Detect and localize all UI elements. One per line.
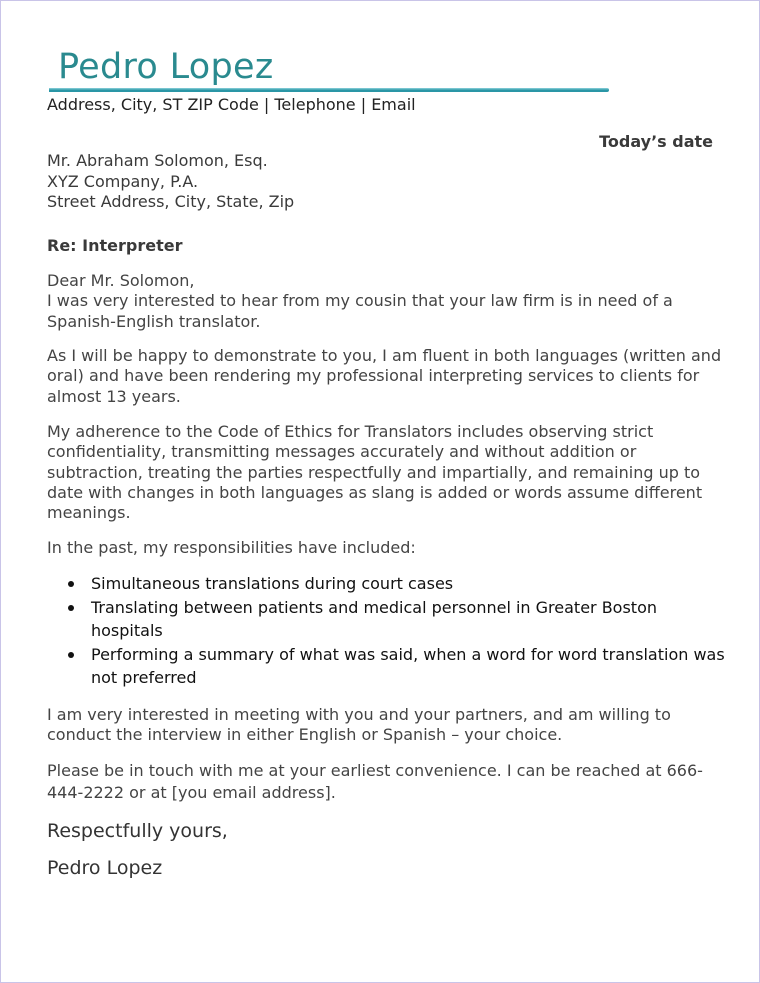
list-item-text: Performing a summary of what was said, when a word for word translation was not preferred: [91, 644, 725, 687]
intro-text: I was very interested to hear from my cousin that your law firm is in need of a Spanish-English translator.: [47, 291, 673, 331]
body-paragraph-contact: Please be in touch with me at your earliest convenience. I can be reached at 666-444-2222 or at [you email address].: [47, 761, 703, 802]
list-item: [47, 572, 727, 596]
body-paragraph-fluency: As I will be happy to demonstrate to you, I am fluent in both languages (written and oral) and have been rendering my professional interpreting services to clients for almost 13 years.: [47, 346, 722, 406]
signature: Pedro Lopez: [47, 857, 163, 879]
recipient-address: Street Address, City, State, Zip: [47, 192, 295, 211]
list-item-text: Translating between patients and medical personnel in Greater Boston hospitals: [91, 597, 658, 640]
responsibilities-list: [47, 572, 727, 690]
body-paragraph-meeting: I am very interested in meeting with you and your partners, and am willing to conduct the interview in either English or Spanish – your choice.: [47, 705, 671, 745]
list-item: [47, 643, 727, 690]
recipient-company: XYZ Company, P.A.: [47, 171, 199, 191]
sender-name: Pedro Lopez: [58, 47, 274, 87]
salutation: Dear Mr. Solomon,: [47, 271, 195, 290]
list-item-text: Simultaneous translations during court cases: [91, 574, 454, 593]
subject-line: Re: Interpreter: [47, 236, 183, 255]
closing: Respectfully yours,: [47, 820, 228, 842]
bullet-icon: [68, 581, 74, 587]
sender-contact: Address, City, ST ZIP Code | Telephone | Email: [47, 95, 416, 114]
body-paragraph-responsibilities: In the past, my responsibilities have included:: [47, 538, 416, 557]
letter-date: Today’s date: [599, 132, 713, 151]
opening-paragraph: [47, 271, 727, 332]
bullet-icon: [68, 652, 74, 658]
recipient-block: [47, 151, 294, 213]
header-rule: [49, 88, 609, 92]
bullet-icon: [68, 605, 74, 611]
recipient-name: Mr. Abraham Solomon, Esq.: [47, 151, 268, 170]
list-item: [47, 596, 727, 643]
body-paragraph-ethics: My adherence to the Code of Ethics for Translators includes observing strict confidentiality, transmitting messages accurately and without addition or subtraction, treating the parties respectfully and impartially, and remaining up to date with changes in both languages as slang is added or words assume different meanings.: [47, 422, 703, 523]
